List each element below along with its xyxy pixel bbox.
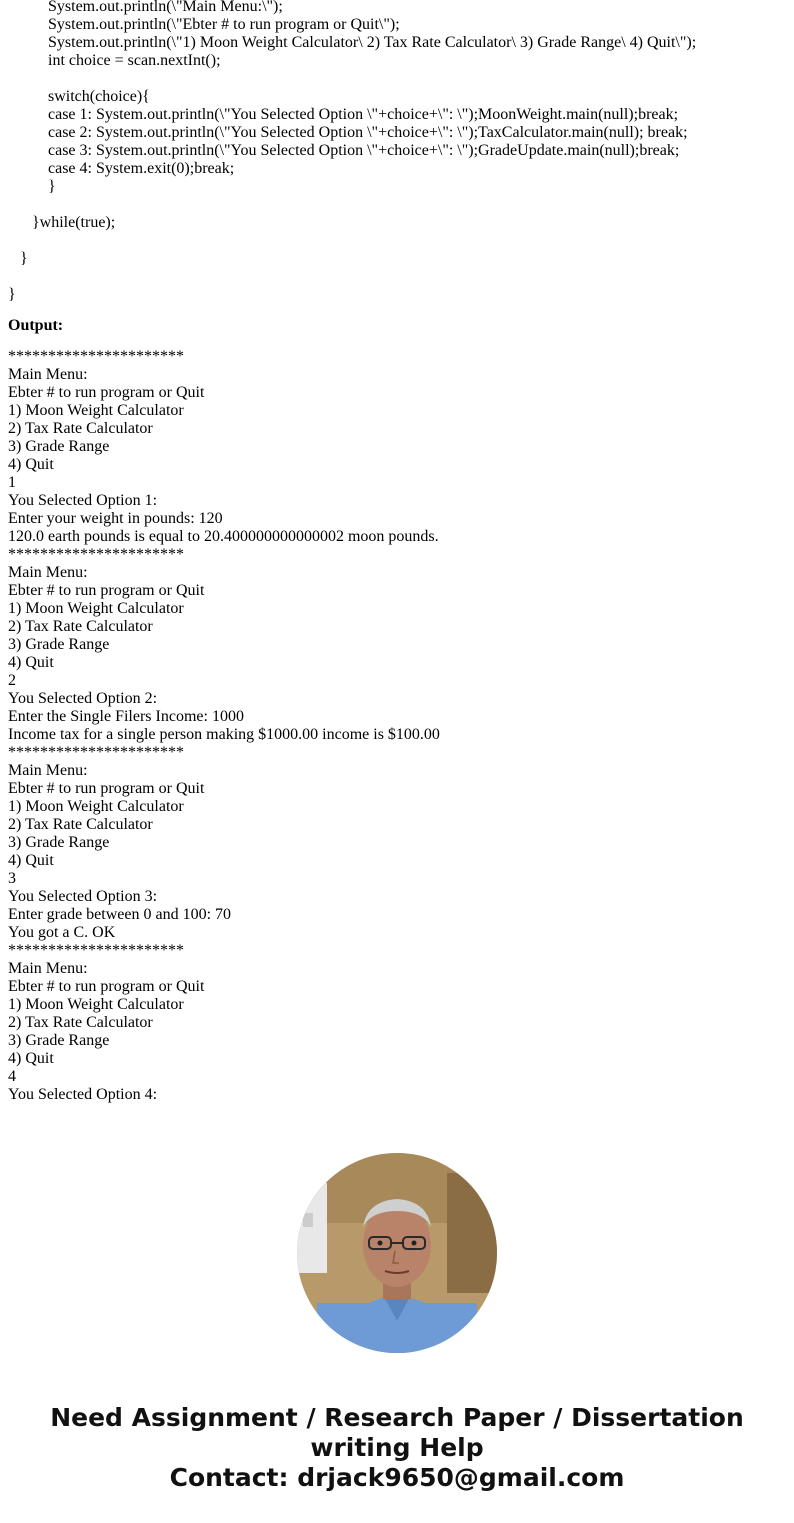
- author-avatar: [297, 1153, 497, 1353]
- output-line: 120.0 earth pounds is equal to 20.400000000000002 moon pounds.: [8, 528, 439, 545]
- code-line: case 1: System.out.println(\"You Selected Option \"+choice+\": \");MoonWeight.main(null);break;: [8, 106, 679, 123]
- output-line: **********************: [8, 744, 184, 761]
- output-line: 3: [8, 870, 16, 887]
- output-line: Ebter # to run program or Quit: [8, 582, 205, 599]
- output-line: 3) Grade Range: [8, 834, 110, 851]
- code-line: [8, 268, 788, 286]
- output-line: 2) Tax Rate Calculator: [8, 1014, 153, 1031]
- code-line: System.out.println(\"1) Moon Weight Calculator\ 2) Tax Rate Calculator\ 3) Grade Range\ 4) Quit\");: [8, 34, 697, 51]
- output-line: 2) Tax Rate Calculator: [8, 618, 153, 635]
- output-line: Main Menu:: [8, 762, 88, 779]
- output-line: 4) Quit: [8, 654, 54, 671]
- output-line: 1) Moon Weight Calculator: [8, 798, 184, 815]
- code-line: [8, 196, 788, 214]
- promo-line-2: writing Help: [310, 1433, 484, 1462]
- output-line: You Selected Option 3:: [8, 888, 158, 905]
- output-line: 1) Moon Weight Calculator: [8, 600, 184, 617]
- code-line: System.out.println(\"Ebter # to run program or Quit\");: [8, 16, 400, 33]
- output-line: **********************: [8, 546, 184, 563]
- output-line: You Selected Option 1:: [8, 492, 158, 509]
- code-line: int choice = scan.nextInt();: [8, 52, 221, 69]
- code-listing: [8, 0, 788, 304]
- output-line: 3) Grade Range: [8, 636, 110, 653]
- output-line: 2) Tax Rate Calculator: [8, 816, 153, 833]
- output-line: Ebter # to run program or Quit: [8, 780, 205, 797]
- output-line: 1: [8, 474, 16, 491]
- promo-banner: [0, 1403, 794, 1493]
- code-line: case 3: System.out.println(\"You Selected Option \"+choice+\": \");GradeUpdate.main(null);break;: [8, 142, 680, 159]
- output-line: 3) Grade Range: [8, 438, 110, 455]
- code-line: System.out.println(\"Main Menu:\");: [8, 0, 283, 15]
- author-photo-icon: [297, 1153, 497, 1353]
- output-line: 2) Tax Rate Calculator: [8, 420, 153, 437]
- code-line: switch(choice){: [8, 88, 150, 105]
- program-output: [8, 348, 788, 1104]
- output-line: **********************: [8, 348, 184, 365]
- output-line: Income tax for a single person making $1000.00 income is $100.00: [8, 726, 440, 743]
- output-line: Enter the Single Filers Income: 1000: [8, 708, 244, 725]
- output-line: 1) Moon Weight Calculator: [8, 402, 184, 419]
- promo-contact-email: Contact: drjack9650@gmail.com: [169, 1463, 625, 1492]
- output-line: Enter grade between 0 and 100: 70: [8, 906, 232, 923]
- output-line: You got a C. OK: [8, 924, 116, 941]
- output-line: 1) Moon Weight Calculator: [8, 996, 184, 1013]
- output-line: **********************: [8, 942, 184, 959]
- output-line: 3) Grade Range: [8, 1032, 110, 1049]
- output-line: Enter your weight in pounds: 120: [8, 510, 223, 527]
- output-line: 4) Quit: [8, 456, 54, 473]
- code-line: case 4: System.exit(0);break;: [8, 160, 235, 177]
- code-line: [8, 232, 788, 250]
- code-line: case 2: System.out.println(\"You Selected Option \"+choice+\": \");TaxCalculator.main(null); break;: [8, 124, 688, 141]
- output-heading: Output:: [8, 317, 64, 334]
- output-line: You Selected Option 2:: [8, 690, 158, 707]
- code-line: [8, 70, 788, 88]
- output-line: Main Menu:: [8, 564, 88, 581]
- code-line: }: [8, 286, 16, 303]
- output-line: You Selected Option 4:: [8, 1086, 158, 1103]
- output-line: 4) Quit: [8, 852, 54, 869]
- code-line: }: [8, 250, 28, 267]
- code-line: }: [8, 178, 56, 195]
- output-line: 4: [8, 1068, 16, 1085]
- output-line: 4) Quit: [8, 1050, 54, 1067]
- promo-line-1: Need Assignment / Research Paper / Dissertation: [50, 1403, 744, 1432]
- output-line: Main Menu:: [8, 960, 88, 977]
- output-line: Ebter # to run program or Quit: [8, 978, 205, 995]
- code-line: }while(true);: [8, 214, 116, 231]
- output-line: Ebter # to run program or Quit: [8, 384, 205, 401]
- output-line: Main Menu:: [8, 366, 88, 383]
- output-line: 2: [8, 672, 16, 689]
